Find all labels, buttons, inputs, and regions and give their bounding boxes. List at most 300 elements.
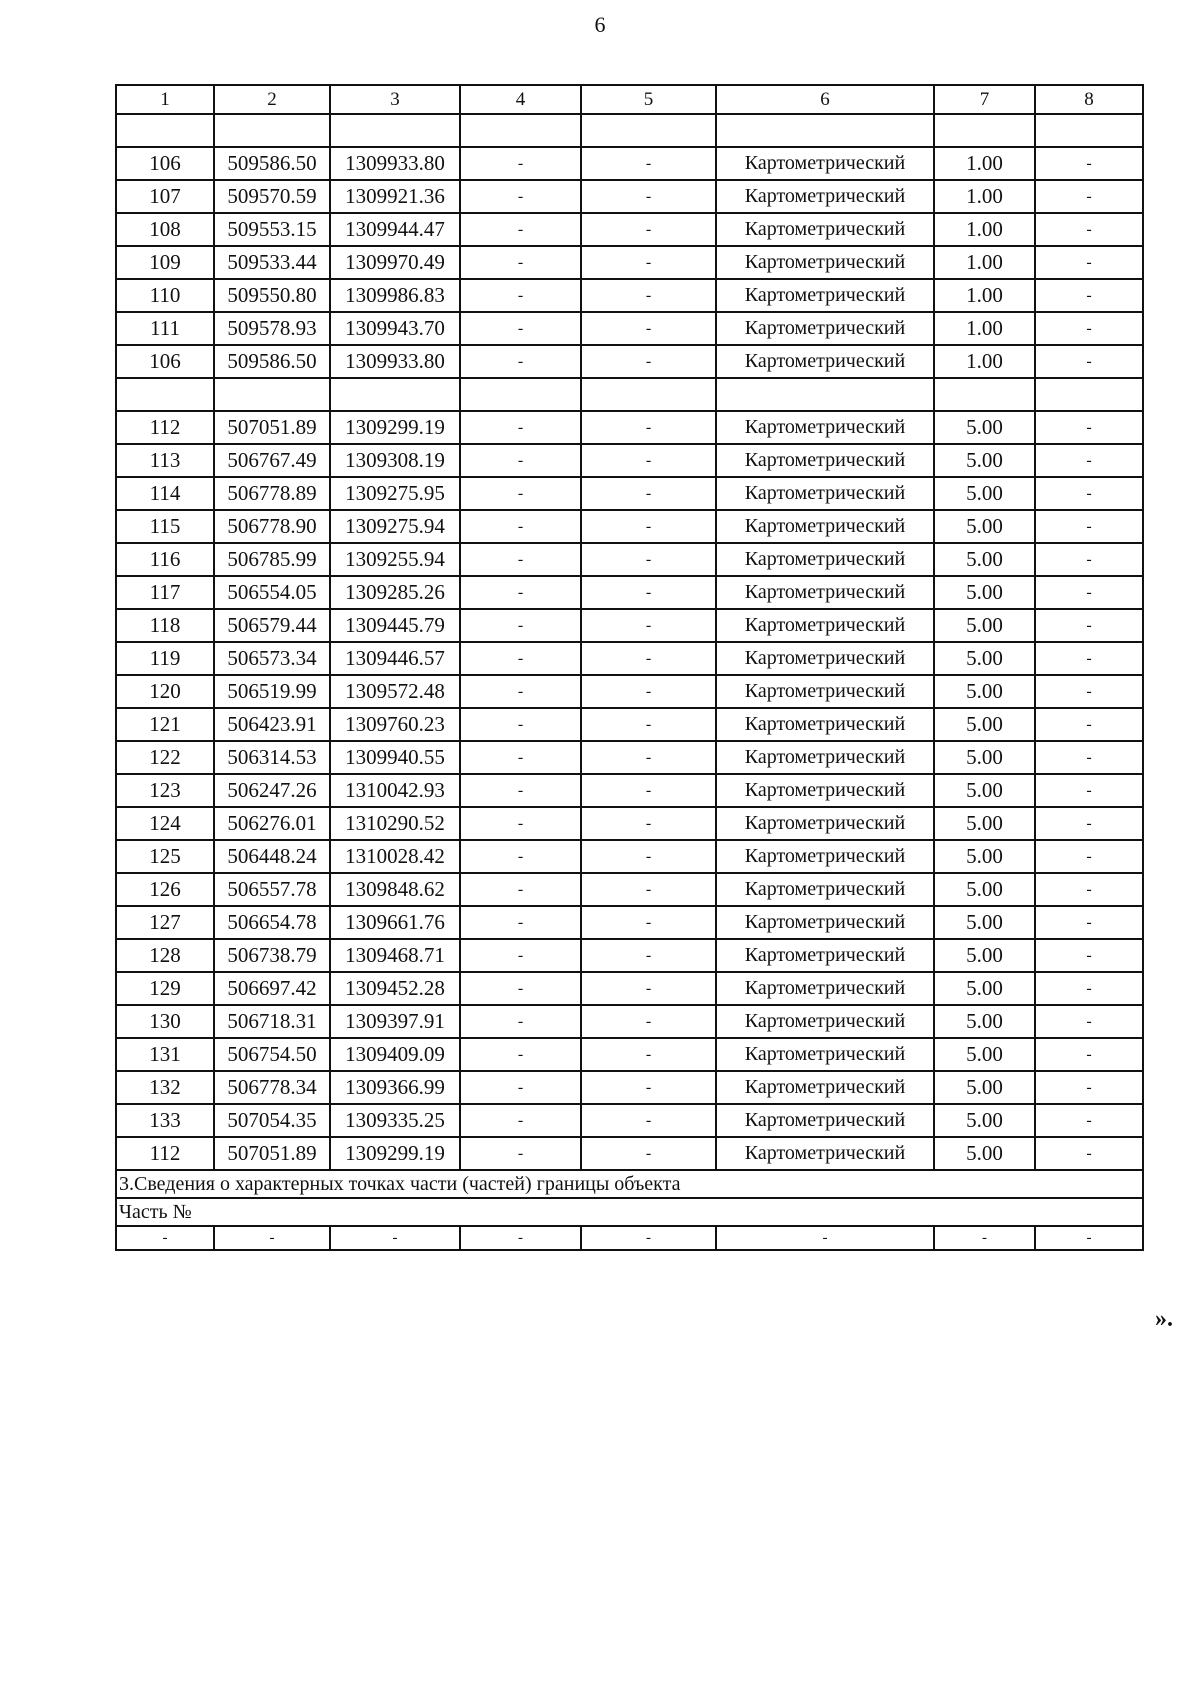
dash-cell: - [581, 1226, 716, 1250]
col8-value-cell: - [1035, 873, 1143, 906]
accuracy-cell: 5.00 [934, 543, 1035, 576]
y-coordinate-cell: 1309397.91 [330, 1005, 460, 1038]
col4-value-cell: - [460, 1038, 581, 1071]
col4-value-cell: - [460, 1005, 581, 1038]
col4-value-cell: - [460, 1104, 581, 1137]
table-row [116, 741, 1143, 774]
method-cell: Картометрический [716, 708, 934, 741]
dash-cell: - [934, 1226, 1035, 1250]
table-row [116, 873, 1143, 906]
accuracy-cell: 5.00 [934, 1137, 1035, 1170]
point-number-cell: 113 [116, 444, 214, 477]
table-row [116, 279, 1143, 312]
method-cell: Картометрический [716, 1005, 934, 1038]
y-coordinate-cell: 1309299.19 [330, 1137, 460, 1170]
point-number-cell: 106 [116, 345, 214, 378]
col8-value-cell: - [1035, 708, 1143, 741]
accuracy-cell: 5.00 [934, 741, 1035, 774]
col8-value-cell: - [1035, 312, 1143, 345]
table-row [116, 213, 1143, 246]
col8-value-cell: - [1035, 1071, 1143, 1104]
col5-value-cell: - [581, 675, 716, 708]
y-coordinate-cell: 1309468.71 [330, 939, 460, 972]
method-cell: Картометрический [716, 576, 934, 609]
y-coordinate-cell: 1309308.19 [330, 444, 460, 477]
blank-row [116, 114, 1143, 147]
dash-cell: - [460, 1226, 581, 1250]
col8-value-cell: - [1035, 246, 1143, 279]
x-coordinate-cell: 506247.26 [214, 774, 330, 807]
part-dash-row [116, 1226, 1143, 1250]
x-coordinate-cell: 506718.31 [214, 1005, 330, 1038]
col5-value-cell: - [581, 873, 716, 906]
table-row [116, 246, 1143, 279]
col5-value-cell: - [581, 576, 716, 609]
table-row [116, 180, 1143, 213]
y-coordinate-cell: 1309445.79 [330, 609, 460, 642]
col5-value-cell: - [581, 774, 716, 807]
x-coordinate-cell: 506697.42 [214, 972, 330, 1005]
x-coordinate-cell: 506573.34 [214, 642, 330, 675]
col5-value-cell: - [581, 1071, 716, 1104]
coordinates-table [115, 84, 1144, 1251]
closing-quote-mark: ». [1155, 1306, 1173, 1332]
x-coordinate-cell: 506519.99 [214, 675, 330, 708]
accuracy-cell: 5.00 [934, 1005, 1035, 1038]
empty-cell [330, 114, 460, 147]
method-cell: Картометрический [716, 906, 934, 939]
point-number-cell: 120 [116, 675, 214, 708]
method-cell: Картометрический [716, 675, 934, 708]
col5-value-cell: - [581, 180, 716, 213]
accuracy-cell: 5.00 [934, 477, 1035, 510]
col4-value-cell: - [460, 708, 581, 741]
point-number-cell: 112 [116, 411, 214, 444]
table-row [116, 477, 1143, 510]
col5-value-cell: - [581, 642, 716, 675]
x-coordinate-cell: 506554.05 [214, 576, 330, 609]
point-number-cell: 114 [116, 477, 214, 510]
accuracy-cell: 1.00 [934, 147, 1035, 180]
col8-value-cell: - [1035, 675, 1143, 708]
accuracy-cell: 5.00 [934, 675, 1035, 708]
empty-cell [116, 114, 214, 147]
x-coordinate-cell: 506423.91 [214, 708, 330, 741]
method-cell: Картометрический [716, 543, 934, 576]
table-row [116, 510, 1143, 543]
method-cell: Картометрический [716, 642, 934, 675]
col4-value-cell: - [460, 477, 581, 510]
table-row [116, 1071, 1143, 1104]
point-number-cell: 109 [116, 246, 214, 279]
col5-value-cell: - [581, 840, 716, 873]
x-coordinate-cell: 506314.53 [214, 741, 330, 774]
col5-value-cell: - [581, 312, 716, 345]
col5-value-cell: - [581, 906, 716, 939]
col5-value-cell: - [581, 1038, 716, 1071]
col5-value-cell: - [581, 147, 716, 180]
dash-cell: - [716, 1226, 934, 1250]
x-coordinate-cell: 506767.49 [214, 444, 330, 477]
col5-value-cell: - [581, 510, 716, 543]
x-coordinate-cell: 509586.50 [214, 147, 330, 180]
col4-value-cell: - [460, 642, 581, 675]
column-header: 7 [934, 85, 1035, 114]
method-cell: Картометрический [716, 840, 934, 873]
col5-value-cell: - [581, 609, 716, 642]
y-coordinate-cell: 1309285.26 [330, 576, 460, 609]
accuracy-cell: 5.00 [934, 1038, 1035, 1071]
part-label-row [116, 1198, 1143, 1226]
point-number-cell: 110 [116, 279, 214, 312]
col4-value-cell: - [460, 312, 581, 345]
col8-value-cell: - [1035, 444, 1143, 477]
method-cell: Картометрический [716, 312, 934, 345]
col8-value-cell: - [1035, 411, 1143, 444]
table-row [116, 576, 1143, 609]
table-row [116, 774, 1143, 807]
point-number-cell: 111 [116, 312, 214, 345]
table-row [116, 642, 1143, 675]
accuracy-cell: 5.00 [934, 1071, 1035, 1104]
table-row [116, 807, 1143, 840]
col5-value-cell: - [581, 345, 716, 378]
accuracy-cell: 1.00 [934, 213, 1035, 246]
x-coordinate-cell: 509578.93 [214, 312, 330, 345]
col8-value-cell: - [1035, 477, 1143, 510]
point-number-cell: 112 [116, 1137, 214, 1170]
table-row [116, 1005, 1143, 1038]
table-row [116, 939, 1143, 972]
point-number-cell: 107 [116, 180, 214, 213]
table-row [116, 543, 1143, 576]
col5-value-cell: - [581, 972, 716, 1005]
accuracy-cell: 5.00 [934, 444, 1035, 477]
point-number-cell: 125 [116, 840, 214, 873]
col8-value-cell: - [1035, 1104, 1143, 1137]
col8-value-cell: - [1035, 741, 1143, 774]
col8-value-cell: - [1035, 642, 1143, 675]
y-coordinate-cell: 1309933.80 [330, 147, 460, 180]
point-number-cell: 121 [116, 708, 214, 741]
col8-value-cell: - [1035, 609, 1143, 642]
y-coordinate-cell: 1309661.76 [330, 906, 460, 939]
method-cell: Картометрический [716, 180, 934, 213]
method-cell: Картометрический [716, 1038, 934, 1071]
x-coordinate-cell: 507054.35 [214, 1104, 330, 1137]
x-coordinate-cell: 507051.89 [214, 411, 330, 444]
x-coordinate-cell: 506654.78 [214, 906, 330, 939]
col8-value-cell: - [1035, 906, 1143, 939]
col4-value-cell: - [460, 840, 581, 873]
point-number-cell: 127 [116, 906, 214, 939]
table-row [116, 345, 1143, 378]
page-number: 6 [594, 12, 606, 37]
y-coordinate-cell: 1309940.55 [330, 741, 460, 774]
y-coordinate-cell: 1309572.48 [330, 675, 460, 708]
col4-value-cell: - [460, 675, 581, 708]
x-coordinate-cell: 509570.59 [214, 180, 330, 213]
empty-cell [214, 378, 330, 411]
y-coordinate-cell: 1309970.49 [330, 246, 460, 279]
x-coordinate-cell: 506579.44 [214, 609, 330, 642]
accuracy-cell: 5.00 [934, 411, 1035, 444]
column-header: 6 [716, 85, 934, 114]
x-coordinate-cell: 506276.01 [214, 807, 330, 840]
x-coordinate-cell: 509550.80 [214, 279, 330, 312]
method-cell: Картометрический [716, 741, 934, 774]
point-number-cell: 123 [116, 774, 214, 807]
empty-cell [460, 114, 581, 147]
point-number-cell: 126 [116, 873, 214, 906]
table-row [116, 312, 1143, 345]
col5-value-cell: - [581, 939, 716, 972]
empty-cell [934, 378, 1035, 411]
y-coordinate-cell: 1310028.42 [330, 840, 460, 873]
empty-cell [214, 114, 330, 147]
column-header: 4 [460, 85, 581, 114]
col8-value-cell: - [1035, 345, 1143, 378]
point-number-cell: 115 [116, 510, 214, 543]
col8-value-cell: - [1035, 807, 1143, 840]
method-cell: Картометрический [716, 510, 934, 543]
point-number-cell: 119 [116, 642, 214, 675]
accuracy-cell: 5.00 [934, 939, 1035, 972]
y-coordinate-cell: 1309943.70 [330, 312, 460, 345]
accuracy-cell: 5.00 [934, 906, 1035, 939]
col4-value-cell: - [460, 972, 581, 1005]
col8-value-cell: - [1035, 213, 1143, 246]
accuracy-cell: 1.00 [934, 180, 1035, 213]
section3-title: 3.Сведения о характерных точках части (частей) границы объекта [116, 1170, 1143, 1198]
col8-value-cell: - [1035, 774, 1143, 807]
table-row [116, 972, 1143, 1005]
col4-value-cell: - [460, 345, 581, 378]
y-coordinate-cell: 1310290.52 [330, 807, 460, 840]
accuracy-cell: 1.00 [934, 312, 1035, 345]
blank-row [116, 378, 1143, 411]
col5-value-cell: - [581, 279, 716, 312]
col5-value-cell: - [581, 1137, 716, 1170]
y-coordinate-cell: 1309986.83 [330, 279, 460, 312]
col4-value-cell: - [460, 774, 581, 807]
y-coordinate-cell: 1309275.95 [330, 477, 460, 510]
col4-value-cell: - [460, 906, 581, 939]
dash-cell: - [214, 1226, 330, 1250]
table-row [116, 708, 1143, 741]
col8-value-cell: - [1035, 1137, 1143, 1170]
method-cell: Картометрический [716, 939, 934, 972]
table-row [116, 609, 1143, 642]
col4-value-cell: - [460, 873, 581, 906]
method-cell: Картометрический [716, 477, 934, 510]
accuracy-cell: 5.00 [934, 708, 1035, 741]
y-coordinate-cell: 1309944.47 [330, 213, 460, 246]
point-number-cell: 128 [116, 939, 214, 972]
y-coordinate-cell: 1309275.94 [330, 510, 460, 543]
col5-value-cell: - [581, 1104, 716, 1137]
dash-cell: - [330, 1226, 460, 1250]
col8-value-cell: - [1035, 180, 1143, 213]
point-number-cell: 108 [116, 213, 214, 246]
x-coordinate-cell: 506778.90 [214, 510, 330, 543]
accuracy-cell: 5.00 [934, 873, 1035, 906]
method-cell: Картометрический [716, 873, 934, 906]
x-coordinate-cell: 506778.89 [214, 477, 330, 510]
col8-value-cell: - [1035, 543, 1143, 576]
col4-value-cell: - [460, 741, 581, 774]
x-coordinate-cell: 506738.79 [214, 939, 330, 972]
y-coordinate-cell: 1309921.36 [330, 180, 460, 213]
column-header: 3 [330, 85, 460, 114]
empty-cell [934, 114, 1035, 147]
col8-value-cell: - [1035, 147, 1143, 180]
y-coordinate-cell: 1309409.09 [330, 1038, 460, 1071]
accuracy-cell: 5.00 [934, 576, 1035, 609]
col8-value-cell: - [1035, 840, 1143, 873]
dash-cell: - [1035, 1226, 1143, 1250]
col4-value-cell: - [460, 444, 581, 477]
method-cell: Картометрический [716, 1104, 934, 1137]
empty-cell [581, 378, 716, 411]
column-header: 2 [214, 85, 330, 114]
empty-cell [460, 378, 581, 411]
col4-value-cell: - [460, 510, 581, 543]
col8-value-cell: - [1035, 576, 1143, 609]
col4-value-cell: - [460, 1071, 581, 1104]
col8-value-cell: - [1035, 1038, 1143, 1071]
col4-value-cell: - [460, 543, 581, 576]
empty-cell [1035, 114, 1143, 147]
col5-value-cell: - [581, 444, 716, 477]
col5-value-cell: - [581, 1005, 716, 1038]
point-number-cell: 122 [116, 741, 214, 774]
point-number-cell: 118 [116, 609, 214, 642]
empty-cell [581, 114, 716, 147]
col5-value-cell: - [581, 708, 716, 741]
point-number-cell: 106 [116, 147, 214, 180]
accuracy-cell: 5.00 [934, 774, 1035, 807]
empty-cell [716, 378, 934, 411]
col5-value-cell: - [581, 246, 716, 279]
accuracy-cell: 1.00 [934, 345, 1035, 378]
y-coordinate-cell: 1309255.94 [330, 543, 460, 576]
y-coordinate-cell: 1309299.19 [330, 411, 460, 444]
empty-cell [116, 378, 214, 411]
accuracy-cell: 5.00 [934, 807, 1035, 840]
col5-value-cell: - [581, 411, 716, 444]
method-cell: Картометрический [716, 279, 934, 312]
column-header: 8 [1035, 85, 1143, 114]
method-cell: Картометрический [716, 1137, 934, 1170]
col4-value-cell: - [460, 147, 581, 180]
point-number-cell: 130 [116, 1005, 214, 1038]
y-coordinate-cell: 1309366.99 [330, 1071, 460, 1104]
y-coordinate-cell: 1309335.25 [330, 1104, 460, 1137]
y-coordinate-cell: 1309848.62 [330, 873, 460, 906]
accuracy-cell: 5.00 [934, 840, 1035, 873]
accuracy-cell: 1.00 [934, 279, 1035, 312]
dash-cell: - [116, 1226, 214, 1250]
column-header: 5 [581, 85, 716, 114]
point-number-cell: 124 [116, 807, 214, 840]
table-row [116, 444, 1143, 477]
empty-cell [330, 378, 460, 411]
empty-cell [716, 114, 934, 147]
accuracy-cell: 5.00 [934, 1104, 1035, 1137]
table-row [116, 1038, 1143, 1071]
col5-value-cell: - [581, 543, 716, 576]
col4-value-cell: - [460, 411, 581, 444]
table-row [116, 1104, 1143, 1137]
method-cell: Картометрический [716, 411, 934, 444]
col5-value-cell: - [581, 213, 716, 246]
col4-value-cell: - [460, 213, 581, 246]
point-number-cell: 131 [116, 1038, 214, 1071]
x-coordinate-cell: 509586.50 [214, 345, 330, 378]
y-coordinate-cell: 1309452.28 [330, 972, 460, 1005]
method-cell: Картометрический [716, 1071, 934, 1104]
method-cell: Картометрический [716, 444, 934, 477]
table-row [116, 1137, 1143, 1170]
y-coordinate-cell: 1309760.23 [330, 708, 460, 741]
accuracy-cell: 5.00 [934, 609, 1035, 642]
method-cell: Картометрический [716, 774, 934, 807]
method-cell: Картометрический [716, 609, 934, 642]
y-coordinate-cell: 1309446.57 [330, 642, 460, 675]
method-cell: Картометрический [716, 246, 934, 279]
table-row [116, 906, 1143, 939]
col8-value-cell: - [1035, 939, 1143, 972]
x-coordinate-cell: 506557.78 [214, 873, 330, 906]
y-coordinate-cell: 1309933.80 [330, 345, 460, 378]
accuracy-cell: 5.00 [934, 642, 1035, 675]
table-row [116, 147, 1143, 180]
y-coordinate-cell: 1310042.93 [330, 774, 460, 807]
col5-value-cell: - [581, 807, 716, 840]
col4-value-cell: - [460, 1137, 581, 1170]
point-number-cell: 133 [116, 1104, 214, 1137]
accuracy-cell: 1.00 [934, 246, 1035, 279]
method-cell: Картометрический [716, 972, 934, 1005]
col4-value-cell: - [460, 180, 581, 213]
x-coordinate-cell: 506785.99 [214, 543, 330, 576]
part-label: Часть № [116, 1198, 1143, 1226]
section3-row [116, 1170, 1143, 1198]
col4-value-cell: - [460, 279, 581, 312]
point-number-cell: 129 [116, 972, 214, 1005]
point-number-cell: 116 [116, 543, 214, 576]
col4-value-cell: - [460, 576, 581, 609]
x-coordinate-cell: 506754.50 [214, 1038, 330, 1071]
table-row [116, 840, 1143, 873]
col4-value-cell: - [460, 246, 581, 279]
accuracy-cell: 5.00 [934, 510, 1035, 543]
table-row [116, 675, 1143, 708]
col4-value-cell: - [460, 939, 581, 972]
x-coordinate-cell: 509553.15 [214, 213, 330, 246]
method-cell: Картометрический [716, 213, 934, 246]
point-number-cell: 132 [116, 1071, 214, 1104]
col4-value-cell: - [460, 807, 581, 840]
col8-value-cell: - [1035, 1005, 1143, 1038]
header-row [116, 85, 1143, 114]
x-coordinate-cell: 506448.24 [214, 840, 330, 873]
column-header: 1 [116, 85, 214, 114]
col5-value-cell: - [581, 477, 716, 510]
table-row [116, 411, 1143, 444]
method-cell: Картометрический [716, 147, 934, 180]
